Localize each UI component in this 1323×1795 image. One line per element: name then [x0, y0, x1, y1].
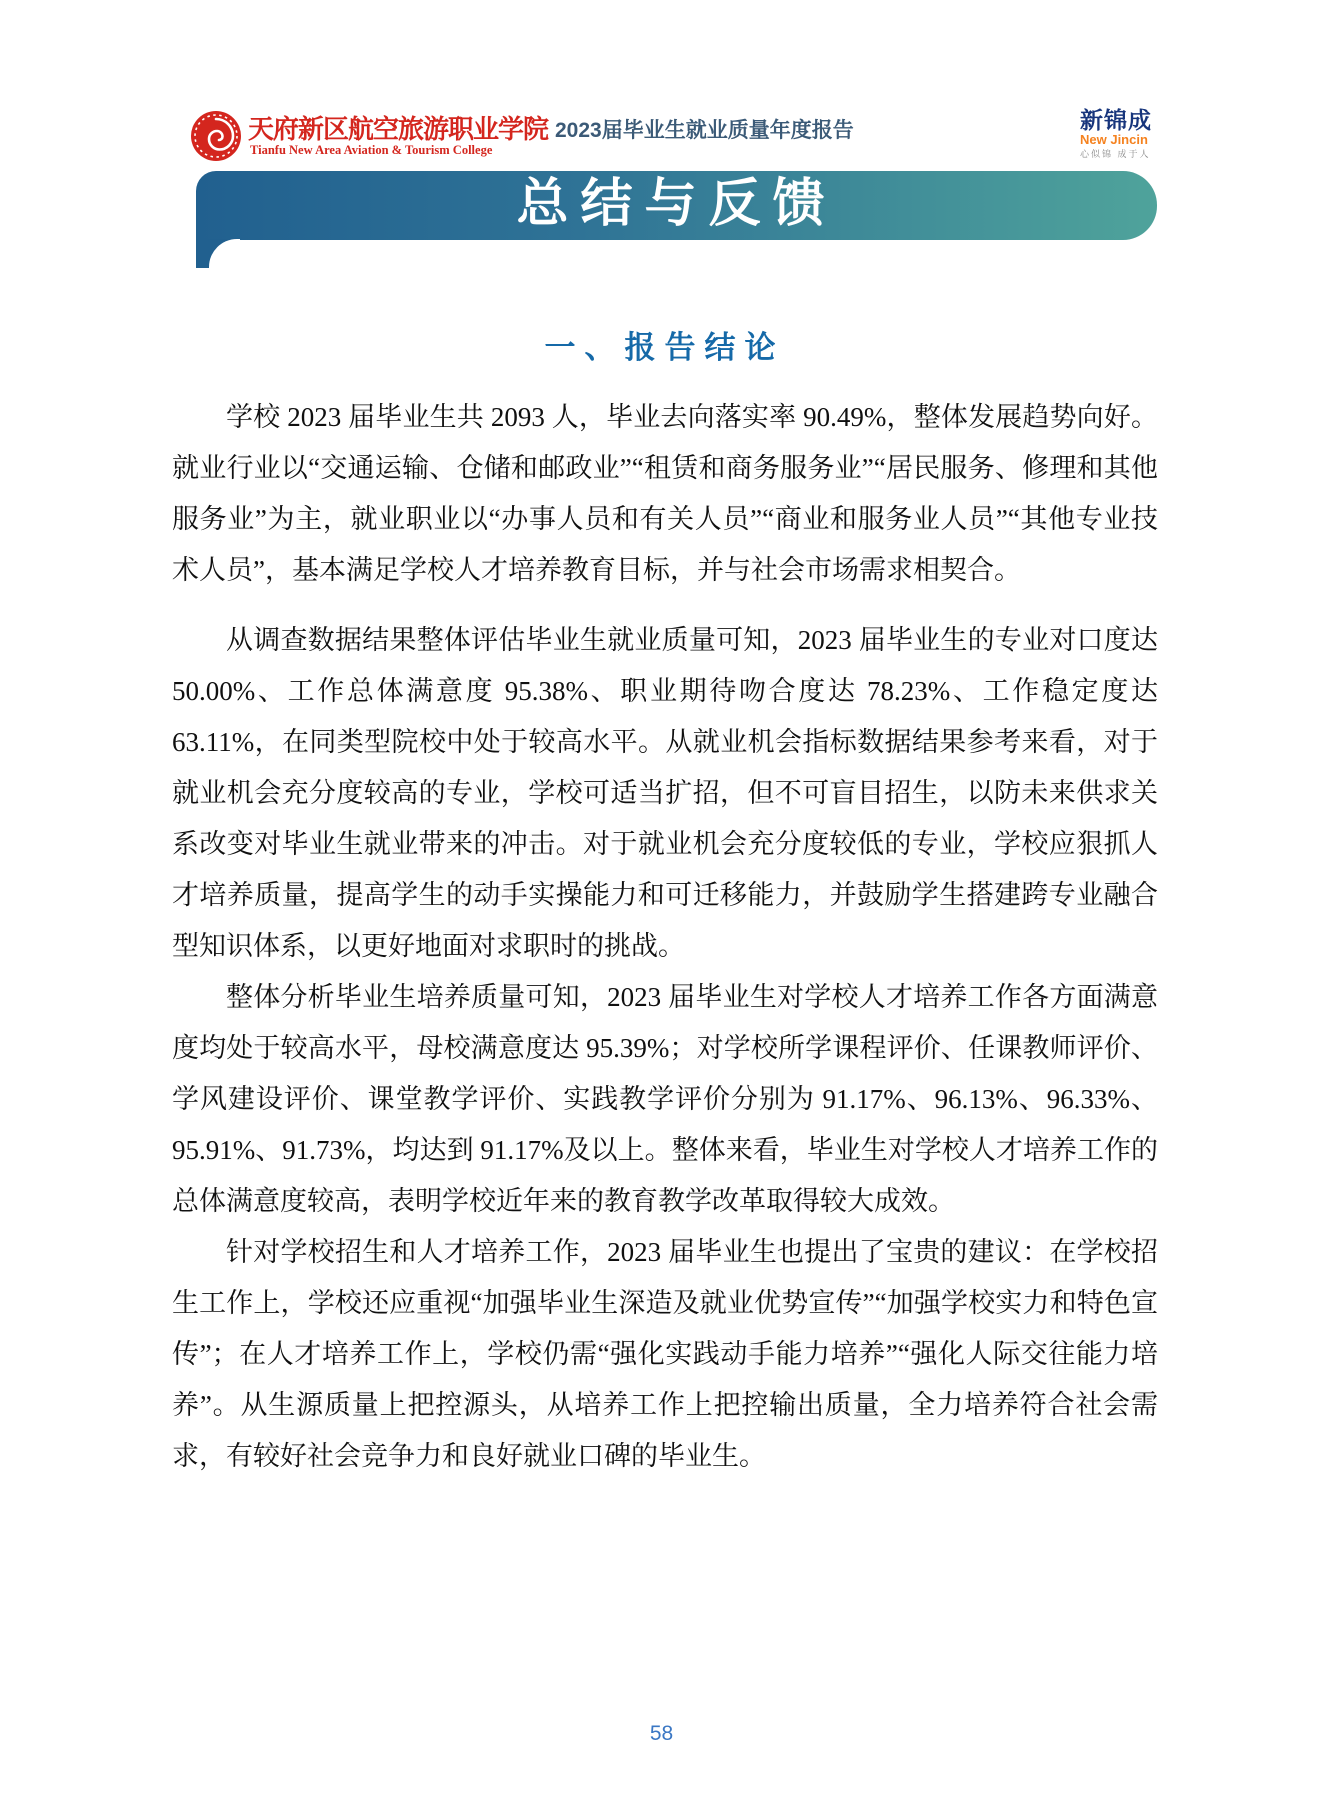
report-title: 2023届毕业生就业质量年度报告	[555, 119, 854, 142]
chapter-banner	[196, 171, 1157, 240]
section-heading: 一、报告结论	[544, 330, 785, 365]
chapter-banner-tail	[196, 239, 240, 268]
brand-name-zh: 新锦成	[1080, 107, 1152, 133]
brand-logo	[1080, 108, 1200, 161]
paragraph-4: 针对学校招生和人才培养工作，2023 届毕业生也提出了宝贵的建议：在学校招生工作上，学校还应重视“加强毕业生深造及就业优势宣传”“加强学校实力和特色宣传”；在人才培养工作上，学校仍需“强化实践动手能力培养”“强化人际交往能力培养”。从生源质量上把控源头，从培养工作上把控输出质量，全力培养符合社会需求，有较好社会竞争力和良好就业口碑的毕业生。	[172, 1237, 1158, 1471]
report-body	[172, 392, 1158, 1482]
brand-slogan: 心似锦 成于人	[1080, 149, 1151, 159]
college-phoenix-logo-icon	[191, 111, 241, 161]
paragraph-2: 从调查数据结果整体评估毕业生就业质量可知，2023 届毕业生的专业对口度达 50.00%、工作总体满意度 95.38%、职业期待吻合度达 78.23%、工作稳定度达 63.11%，在同类型院校中处于较高水平。从就业机会指标数据结果参考来看，对于就业机会充分度较高的专业，学校可适当扩招，但不可盲目招生，以防未来供求关系改变对毕业生就业带来的冲击。对于就业机会充分度较低的专业，学校应狠抓人才培养质量，提高学生的动手实操能力和可迁移能力，并鼓励学生搭建跨专业融合型知识体系，以更好地面对求职时的挑战。	[172, 625, 1158, 961]
paragraph-1: 学校 2023 届毕业生共 2093 人，毕业去向落实率 90.49%，整体发展趋势向好。就业行业以“交通运输、仓储和邮政业”“租赁和商务服务业”“居民服务、修理和其他服务业”为主，就业职业以“办事人员和有关人员”“商业和服务业人员”“其他专业技术人员”，基本满足学校人才培养教育目标，并与社会市场需求相契合。	[172, 402, 1158, 585]
paragraph-3: 整体分析毕业生培养质量可知，2023 届毕业生对学校人才培养工作各方面满意度均处于较高水平，母校满意度达 95.39%；对学校所学课程评价、任课教师评价、学风建设评价、课堂教学评价、实践教学评价分别为 91.17%、96.13%、96.33%、95.91%、91.73%，均达到 91.17%及以上。整体来看，毕业生对学校人才培养工作的总体满意度较高，表明学校近年来的教育教学改革取得较大成效。	[172, 982, 1158, 1216]
brand-name-en: New Jincin	[1080, 132, 1148, 147]
college-name-en: Tianfu New Area Aviation & Tourism College	[250, 143, 493, 157]
college-name-zh: 天府新区航空旅游职业学院	[248, 115, 549, 144]
page-number: 58	[649, 1722, 674, 1745]
chapter-banner-title: 总结与反馈	[516, 176, 837, 233]
